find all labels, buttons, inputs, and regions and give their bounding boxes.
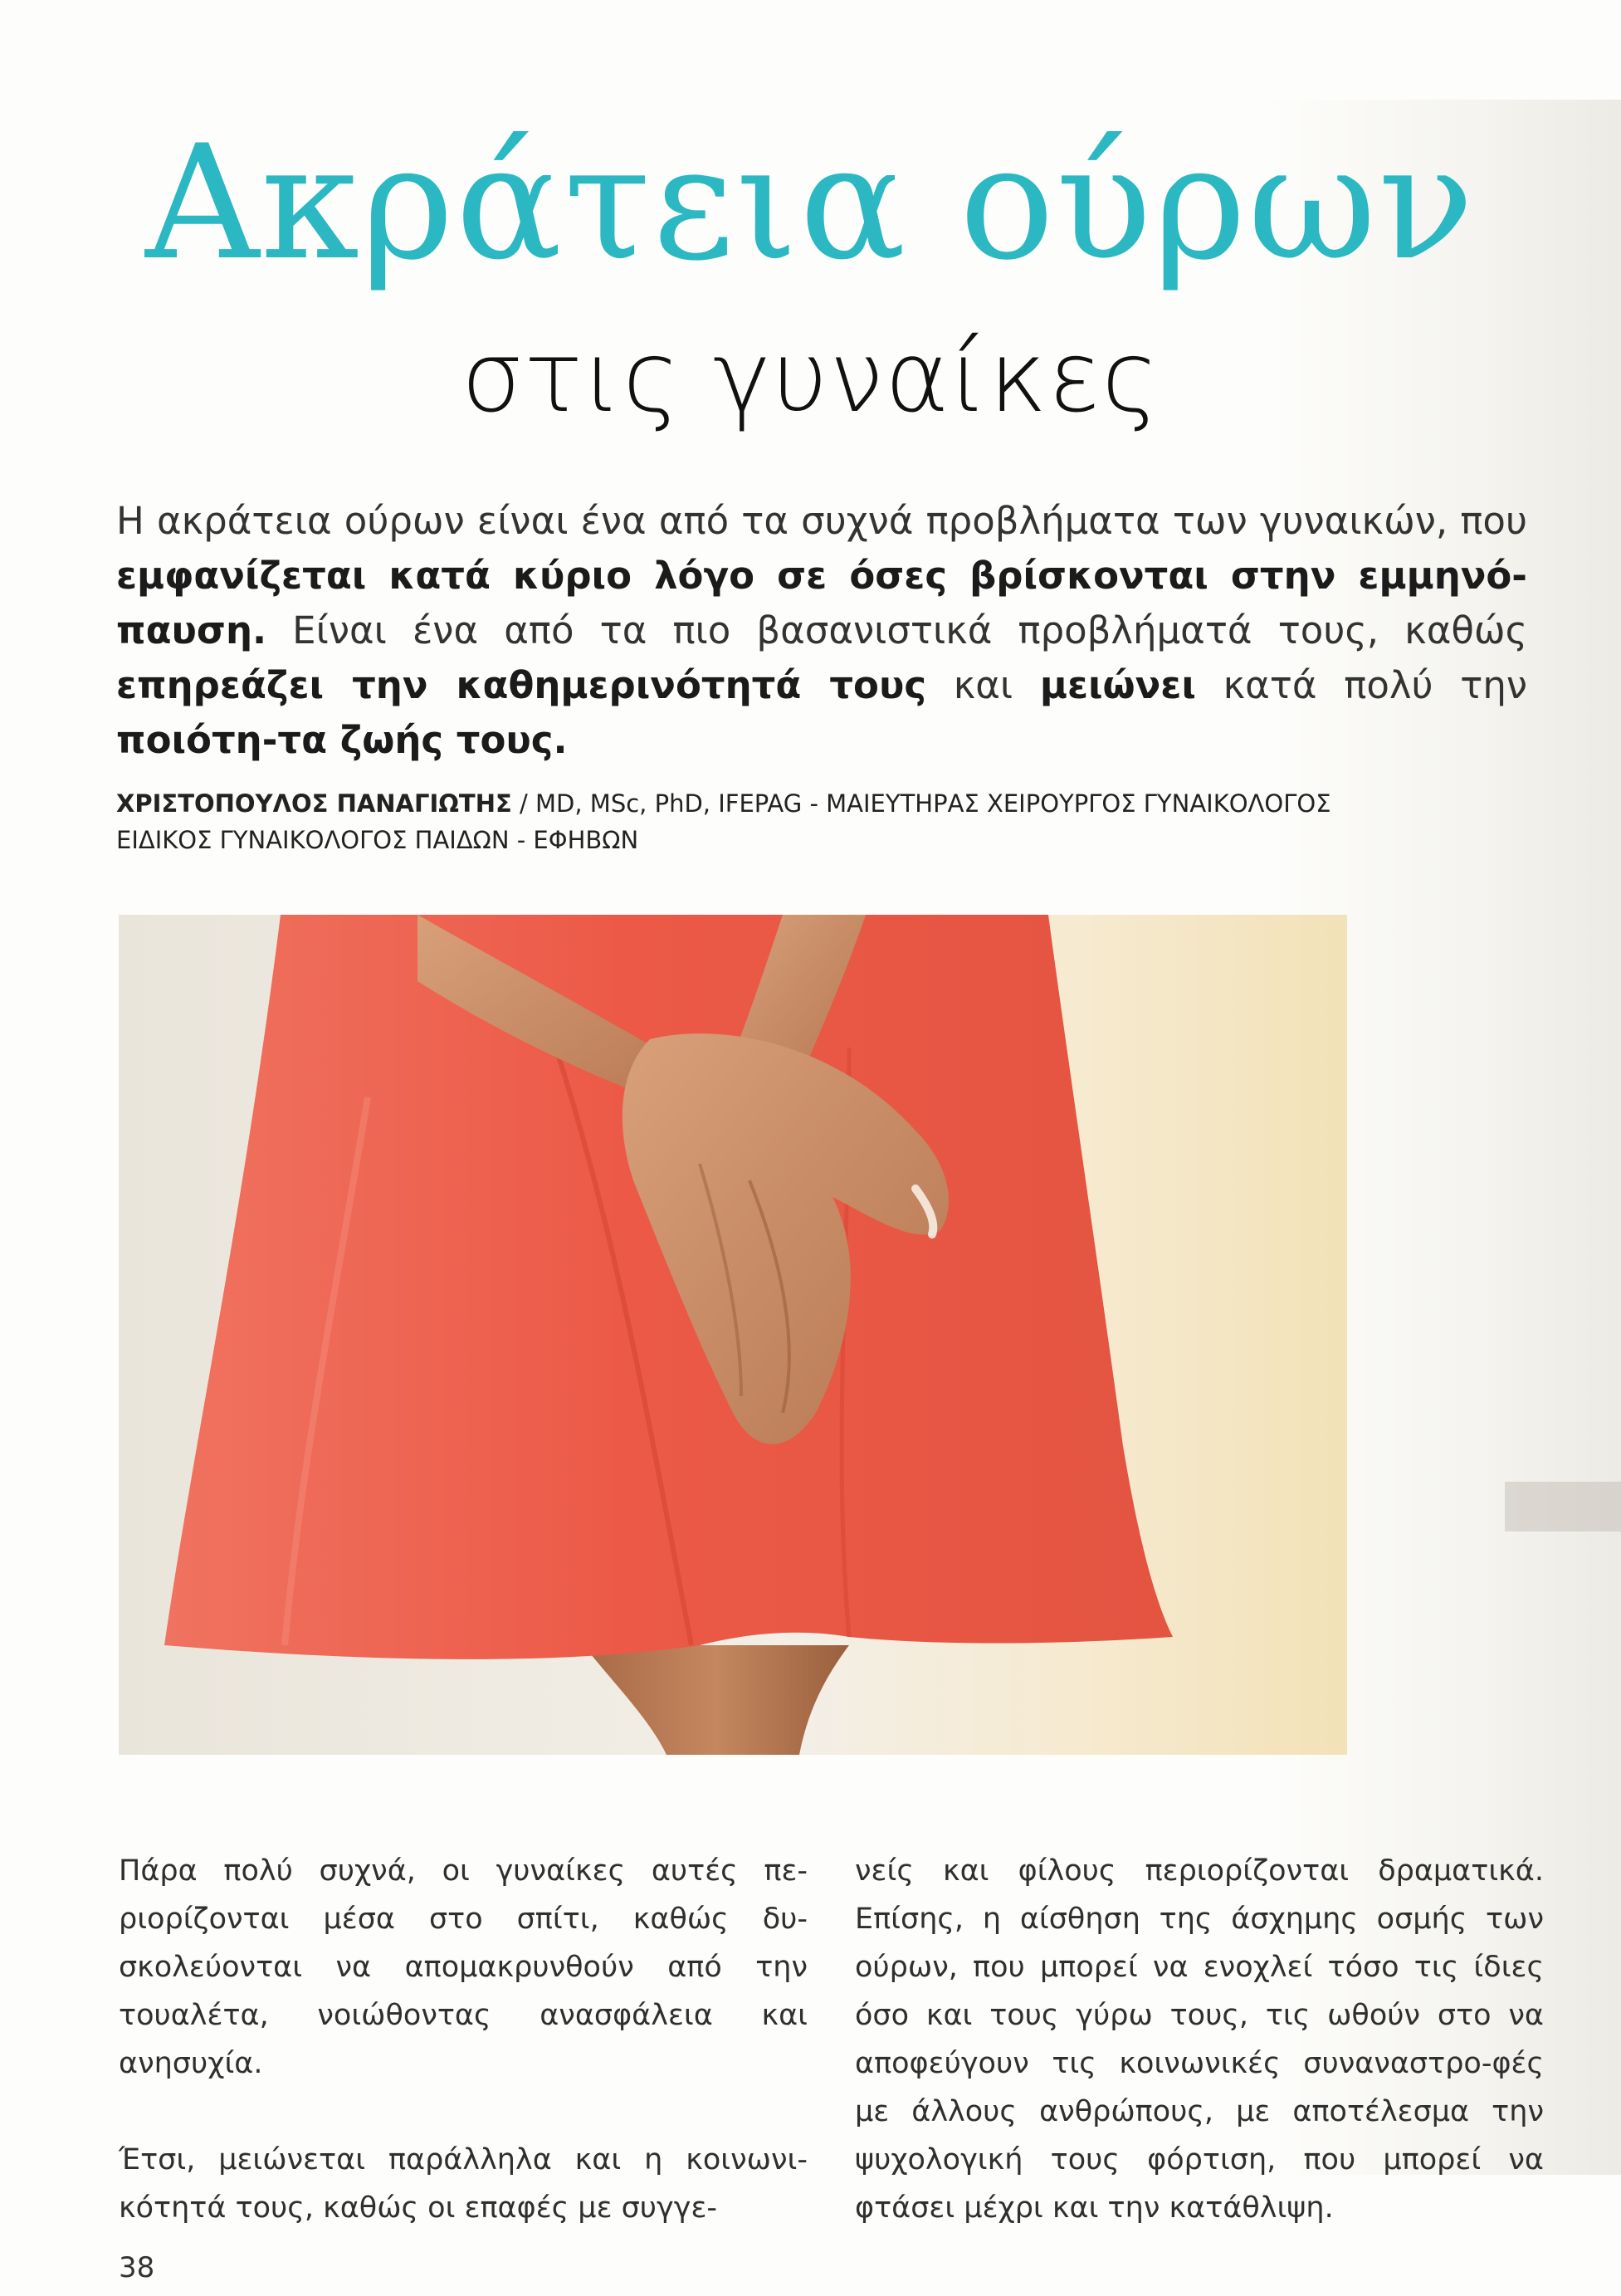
lead-emphasis: εμφανίζεται κατά κύριο λόγο σε όσες βρίσκονται στην εμμηνό-παυση. <box>116 554 1527 652</box>
lead-paragraph <box>116 494 1527 768</box>
lead-emphasis: επηρεάζει την καθημερινότητά τους <box>116 663 927 707</box>
article-subtitle: στις γυναίκες <box>461 320 1160 434</box>
article-title: Ακράτεια ούρων <box>145 111 1476 295</box>
woman-red-dress-illustration <box>119 915 1347 1755</box>
author-specialty: ΕΙΔΙΚΟΣ ΓΥΝΑΙΚΟΛΟΓΟΣ ΠΑΙΔΩΝ - ΕΦΗΒΩΝ <box>116 826 639 854</box>
body-column-right <box>855 1847 1544 2280</box>
body-column-left <box>119 1847 808 2280</box>
lead-emphasis: μειώνει <box>1039 663 1196 707</box>
lead-emphasis: ποιότη-τα ζωής τους. <box>116 718 568 762</box>
page-number: 38 <box>119 2251 155 2284</box>
body-paragraph: Έτσι, μειώνεται παράλληλα και η κοινωνι-κότητά τους, καθώς οι επαφές με συγγε- <box>119 2143 808 2225</box>
lead-text: κατά πολύ την <box>1195 663 1527 707</box>
article-photo <box>119 915 1347 1755</box>
author-credentials: / MD, MSc, PhD, IFEPAG - ΜΑΙΕΥΤΗΡΑΣ ΧΕΙΡΟΥΡΓΟΣ ΓΥΝΑΙΚΟΛΟΓΟΣ <box>511 789 1331 818</box>
lead-text: Είναι ένα από τα πιο βασανιστικά προβλήματά τους, καθώς <box>266 608 1527 652</box>
facing-page-band <box>1505 1482 1621 1531</box>
body-paragraph: Πάρα πολύ συχνά, οι γυναίκες αυτές πε-ριορίζονται μέσα στο σπίτι, καθώς δυ-σκολεύονται να απομακρυνθούν από την τουαλέτα, νοιώθοντας ανασφάλεια και ανησυχία. <box>119 1854 808 2080</box>
author-byline <box>116 785 1544 858</box>
lead-text: Η ακράτεια ούρων είναι ένα από τα συχνά προβλήματα των γυναικών, που <box>116 499 1527 543</box>
author-name: ΧΡΙΣΤΟΠΟΥΛΟΣ ΠΑΝΑΓΙΩΤΗΣ <box>116 789 512 818</box>
body-paragraph: νείς και φίλους περιορίζονται δραματικά. Επίσης, η αίσθηση της άσχημης οσμής των ούρων, που μπορεί να ενοχλεί τόσο τις ίδιες όσο και τους γύρω τους, τις ωθούν στο να αποφεύγουν τις κοινωνικές συναναστρο-φές με άλλους ανθρώπους, με αποτέλεσμα την ψυχολογική τους φόρτιση, που μπορεί να φτάσει μέχρι και την κατάθλιψη. <box>855 1854 1544 2225</box>
lead-text: και <box>926 663 1040 707</box>
